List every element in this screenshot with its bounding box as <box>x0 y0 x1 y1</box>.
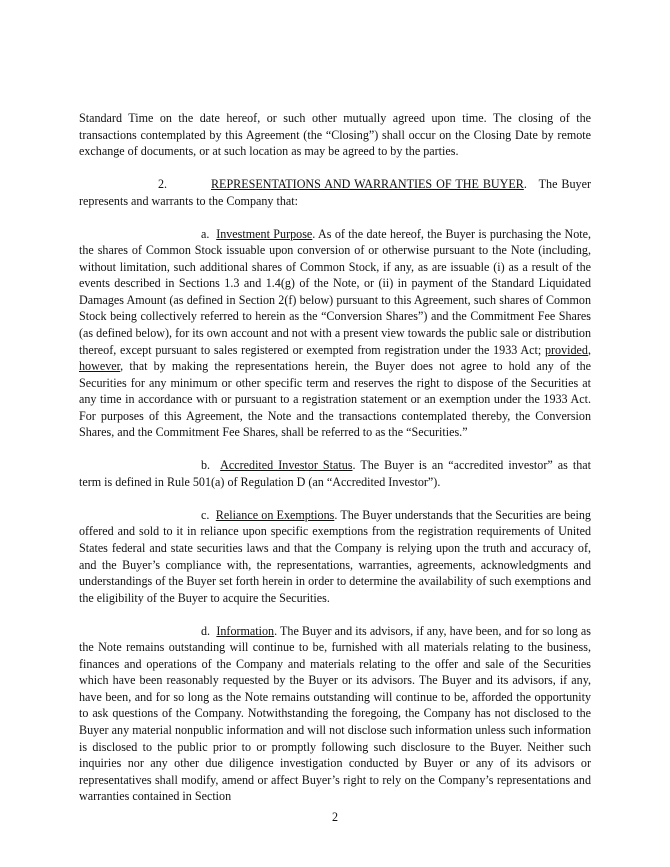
subsection-c <box>79 507 591 606</box>
subsection-d-title: Information <box>216 623 275 638</box>
paragraph-gap <box>79 441 591 458</box>
subsection-d <box>79 623 591 805</box>
subsection-a-text-1: . As of the date hereof, the Buyer is purchasing the Note, the shares of Common Stock issuable upon conversion of or otherwise pursuant to the Note (including, without limitation, such additional shares of Common Stock, if any, as are issuable (i) as a result of the events described in Sections 1.3 and 1.4(g) of the Note, or (ii) in payment of the Standard Liquidated Damages Amount (as defined in Section 2(f) below) pursuant to this Agreement, such shares of Common Stock being collectively referred to herein as the “Conversion Shares”) and the Commitment Fee Shares (as defined below), for its own account and not with a present view towards the public sale or distribution thereof, except pursuant to sales registered or exempted from registration under the 1933 Act; <box>79 226 591 357</box>
subsection-a-title: Investment Purpose <box>216 226 313 241</box>
subsection-a <box>79 226 591 441</box>
document-page <box>79 110 591 805</box>
subsection-c-label: c. <box>201 507 210 522</box>
section-2-number: 2. <box>158 177 168 192</box>
paragraph-gap <box>79 160 591 177</box>
paragraph-gap <box>79 490 591 507</box>
subsection-c-text: . The Buyer understands that the Securities are being offered and sold to it in reliance upon specific exemptions from the registration requirements of United States federal and state securities laws and that the Company is relying upon the truth and accuracy of, and the Buyer’s compliance with, the representations, warranties, agreements, acknowledgments and understandings of the Buyer set forth herein in order to determine the availability of such exemptions and the eligibility of the Buyer to acquire the Securities. <box>79 507 591 605</box>
provided-comma: , <box>587 342 591 357</box>
section-2-heading-period: . <box>523 177 527 192</box>
subsection-c-title: Reliance on Exemptions <box>215 507 335 522</box>
section-2-body: The Buyer represents and warrants to the Company that: <box>79 177 591 208</box>
subsection-b-text: . The Buyer is an “accredited investor” as that term is defined in Rule 501(a) of Regulation D (an “Accredited Investor”). <box>79 458 592 489</box>
intro-paragraph: Standard Time on the date hereof, or such other mutually agreed upon time. The closing of the transactions contemplated by this Agreement (the “Closing”) shall occur on the Closing Date by remote exchange of documents, or at such location as may be agreed to by the parties. <box>79 111 591 159</box>
subsection-a-text-2: , that by making the representations herein, the Buyer does not agree to hold any of the Securities for any minimum or other specific term and reserves the right to dispose of the Securities at any time in accordance with or pursuant to a registration statement or an exemption under the 1933 Act. For purposes of this Agreement, the Note and the transactions contemplated thereby, the Conversion Shares, and the Commitment Fee Shares, shall be referred to as the “Securities.” <box>79 359 591 440</box>
subsection-d-label: d. <box>201 623 211 638</box>
page-number: 2 <box>331 810 339 824</box>
paragraph-gap <box>79 209 591 226</box>
subsection-b-title: Accredited Investor Status <box>220 458 353 473</box>
subsection-d-text: . The Buyer and its advisors, if any, have been, and for so long as the Note remains outstanding will continue to be, furnished with all materials relating to the business, finances and operations of the Company and materials relating to the offer and sale of the Securities which have been reasonably requested by the Buyer or its advisors. The Buyer and its advisors, if any, have been, and for so long as the Note remains outstanding will continue to be, afforded the opportunity to ask questions of the Company. Notwithstanding the foregoing, the Company has not disclosed to the Buyer any material nonpublic information and will not disclose such information unless such information is disclosed to the public prior to or promptly following such disclosure to the Buyer. Neither such inquiries nor any other due diligence investigation conducted by Buyer or any of its advisors or representatives shall modify, amend or affect Buyer’s right to rely on the Company’s representations and warranties contained in Section <box>79 623 591 804</box>
however-term: however <box>79 359 121 374</box>
subsection-a-label: a. <box>201 226 210 241</box>
subsection-b <box>79 457 591 490</box>
provided-term: provided <box>544 342 588 357</box>
subsection-b-label: b. <box>201 458 211 473</box>
paragraph-gap <box>79 606 591 623</box>
section-2-heading: REPRESENTATIONS AND WARRANTIES OF THE BUYER <box>210 177 524 192</box>
section-2-paragraph <box>79 176 591 209</box>
